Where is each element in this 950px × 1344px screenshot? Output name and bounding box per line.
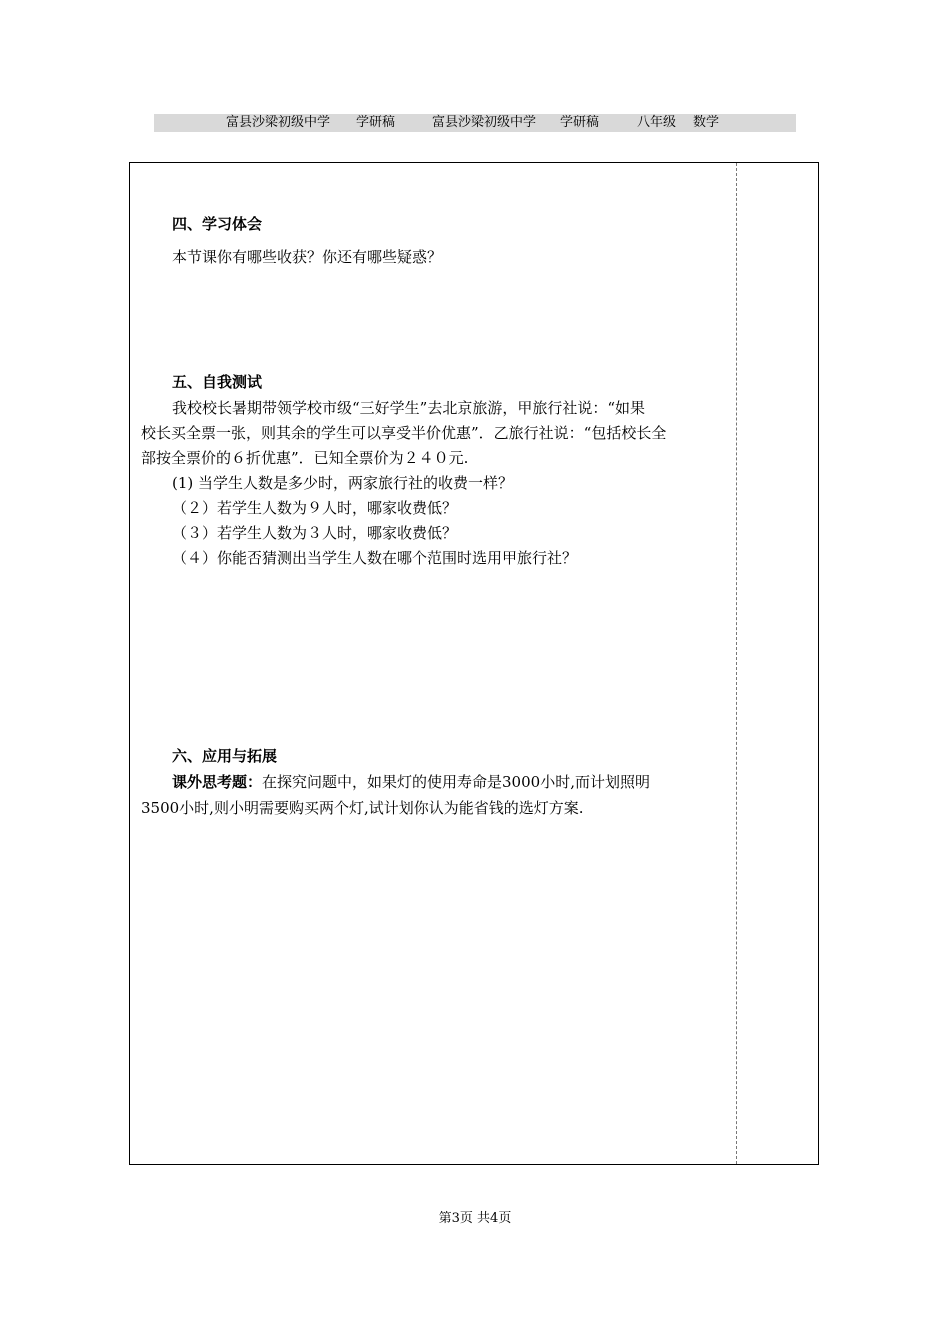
page-number: 第3页 共4页 <box>438 1211 512 1226</box>
section5-question-3: （３）若学生人数为３人时，哪家收费低？ <box>172 524 458 542</box>
section5-question-2: （２）若学生人数为９人时，哪家收费低？ <box>172 499 458 517</box>
header-label-1: 学研稿 <box>356 115 396 130</box>
section5-question-1: (1) 当学生人数是多少时，两家旅行社的收费一样？ <box>172 474 514 492</box>
section6-label: 课外思考题： <box>172 773 263 791</box>
section4-title: 四、学习体会 <box>172 215 263 233</box>
section4-prompt: 本节课你有哪些收获？你还有哪些疑惑？ <box>172 248 443 266</box>
section5-paragraph-line: 我校校长暑期带领学校市级“三好学生”去北京旅游，甲旅行社说：“如果 <box>172 399 646 417</box>
header-grade: 八年级 <box>637 115 677 130</box>
section6-line-2: 3500小时,则小明需要购买两个灯,试计划你认为能省钱的选灯方案. <box>141 799 584 817</box>
section6-text-1: 在探究问题中，如果灯的使用寿命是3000小时,而计划照明 <box>262 773 650 791</box>
section6-line-1 <box>172 771 650 793</box>
content-frame <box>129 162 819 1165</box>
header-school-1: 富县沙梁初级中学 <box>226 115 331 130</box>
page-header <box>154 114 796 132</box>
section5-paragraph-line: 部按全票价的６折优惠”．已知全票价为２４０元. <box>141 449 469 467</box>
header-label-2: 学研稿 <box>560 115 600 130</box>
header-school-2: 富县沙梁初级中学 <box>432 115 537 130</box>
header-subject: 数学 <box>693 115 720 130</box>
section5-paragraph-line: 校长买全票一张，则其余的学生可以享受半价优惠”．乙旅行社说：“包括校长全 <box>141 424 667 442</box>
side-column-divider <box>736 163 737 1164</box>
section5-question-4: （４）你能否猜测出当学生人数在哪个范围时选用甲旅行社？ <box>172 549 578 567</box>
section5-title: 五、自我测试 <box>172 373 263 391</box>
section6-title: 六、应用与拓展 <box>172 747 278 765</box>
